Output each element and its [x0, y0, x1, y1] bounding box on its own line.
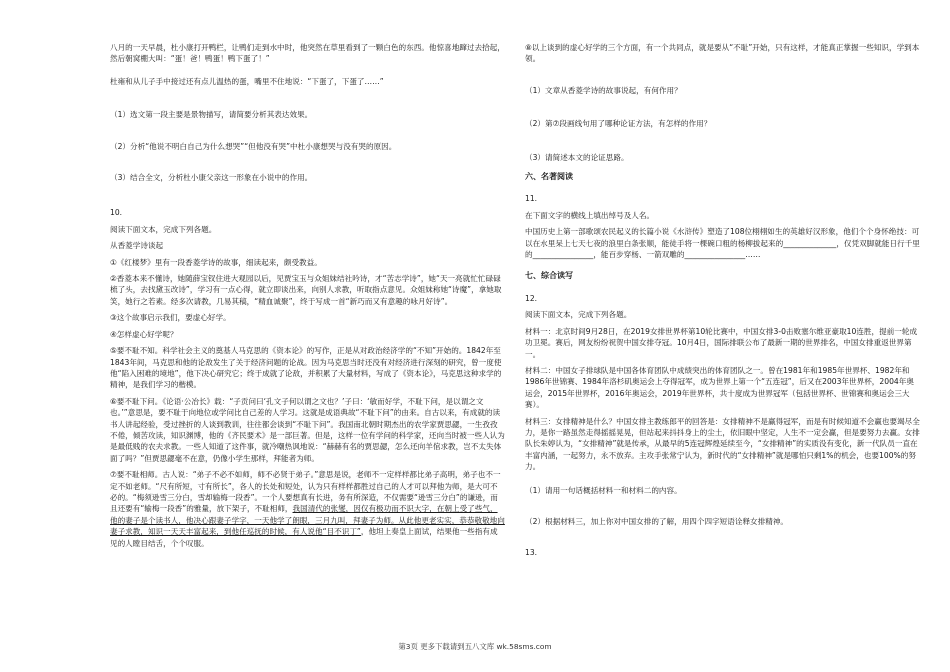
right-column: [525, 42, 920, 559]
answer-blank-1[interactable]: ______________: [783, 238, 837, 248]
question-11-text: [525, 226, 920, 260]
question-10-2: （2）第⑦段画线句用了哪种论证方法，有怎样的作用？: [525, 119, 712, 129]
question-11-intro: 在下面文字的横线上填出绰号及人名。: [525, 210, 655, 220]
question-9-3: （3）结合全文，分析杜小康父亲这一形象在小说中的作用。: [110, 173, 313, 183]
answer-blank-2[interactable]: ________________: [532, 250, 594, 260]
article-paragraph-6: ⑥要不耻下问。《论语·公冶长》载：“子贡问曰‘孔文子何以谓之文也？’子曰：‘敏而好学，不耻下问，是以谓之文也。’”意思是，要不耻于向地位或学问比自己差的人学习。这就是成语典故“不耻下问”的由来。自古以来，有成就的读书人讲起经验，受过挫折的人谈到教训，往往都会谈到“不耻下问”。我国南北朝时期杰出的农学家贾思勰，一生孜孜不倦，倾苦攻读，知识渊博，他的《齐民要术》是一部巨著。但是，这样一位有学问的科学家，还向当时被一些人认为是最低贱的农夫求教。一些人知道了这件事，就冷嘲热讽地说：“赫赫有名的贾思勰，怎么还向羊倌求教，岂不太失体面了吗？”但贾思勰毫不在意，仍像小学生那样，拜能者为师。: [110, 396, 505, 463]
underlined-sentence: 我国清代的张燮，因仅有极功而不识大字，在朝上受了些气，他的妻子是个读书人，他决心跟妻子学字，一天他学了朗眼，三月九叫，拜妻子为师。从此他更老实实，恭恭敬敬地向妻子求教，知识一天天丰富起来，到他任巡抚的时候，有人说他“目不识丁”: [110, 504, 505, 537]
article-paragraph-8: ⑧以上谈到的虚心好学的三个方面，有一个共同点，就是要从“不耻”开始，只有这样，才能真正掌握一些知识，学到本领。: [525, 43, 920, 64]
article-paragraph-4: ④怎样虚心好学呢？: [110, 329, 178, 339]
answer-blank-3[interactable]: ________________: [684, 250, 746, 260]
section-7-heading: 七、综合读写: [525, 271, 573, 281]
question-number-13: 13.: [525, 548, 538, 558]
question-10-1: （1）文章从香菱学诗的故事说起，有何作用？: [525, 85, 682, 95]
question-number-10: 10.: [110, 208, 123, 218]
question-10-3: （3）请简述本文的论证思路。: [525, 152, 629, 162]
article-paragraph-2: ②香菱本来不懂诗，她随薛宝钗住进大观园以后，见贾宝玉与众姐妹结社吟诗，才“苦志学诗”，她“天一亮就忙忙碌碌梳了头，去找黛玉改诗”，学习有一点心得，就立即谈出来，向别人求教，听取指点意见。众姐妹称她“诗魔”，拿她取笑，她行之若素。经多次请教，几易其稿，“精血诚聚”，终于写成一首“新巧而又有意趣的咏月好诗”。: [110, 274, 502, 306]
left-column: [110, 42, 505, 549]
material-3: 材料三：女排精神是什么？中国女排主教练郎平的回答是：女排精神不是赢得冠军，而是有时候知道不会赢也要竭尽全力，是你一路虽然走得摇摇晃晃，但站起来抖抖身上的尘土，依旧眼中坚定，人生不一定会赢，但是要努力去赢。女排队长朱婷认为，“女排精神”就是传承，从最早的5连冠辉煌延续至今，“女排精神”的实质没有变化，新一代队员一直在丰富内涵，一起努力，永不放弃。主攻手张常宁认为，新时代的“女排精神”就是哪怕只剩1%的机会，也要100%的努力。: [525, 416, 920, 472]
question-10-intro: 阅读下面文本，完成下列各题。: [110, 224, 217, 234]
question-11-text-b: ，仅凭双脚就能日行千里的: [525, 238, 920, 260]
article-paragraph-7: [110, 469, 505, 549]
question-11-text-c: ，能百步穿杨、一箭双雕的: [593, 250, 685, 260]
question-11-text-d: ……: [745, 250, 761, 260]
passage-paragraph-2: 杜雍和从儿子手中接过还有点儿温热的蛋，嘴里不住地说：“下蛋了，下蛋了……”: [110, 76, 384, 86]
question-number-11: 11.: [525, 194, 538, 204]
article-paragraph-1: ①《红楼梦》里有一段香菱学诗的故事，细读起来，颇受教益。: [110, 257, 322, 267]
article-paragraph-5: ⑤要不耻不知。科学社会主义的奠基人马克思的《资本论》的写作，正是从对政治经济学的“不知”开始的。1842年至1843年间，马克思和他的论敌发生了关于经济问题的论战。因为马克思当时还没有对经济进行深刻的研究，曾一度使他“陷入困难的境地”，他下决心研究它；终于成就了论敌，并积累了大量材料，写成了《资本论》，马克思这种求学的精神，是我们学习的楷模。: [110, 346, 502, 390]
page-footer: 第3页 更多下载请到五八文库 wk.58sms.com: [398, 642, 552, 651]
question-9-2: （2）分析“他说不明白自己为什么想哭”“但他没有哭”中杜小康想哭与没有哭的原因。: [110, 141, 397, 151]
material-1: 材料一：北京时间9月28日，在2019女排世界杯第10轮比赛中，中国女排3-0击败塞尔维亚豪取10连胜，提前一轮成功卫冕。赛后，网友纷纷祝贺中国女排夺冠。10月4日，国际排联公布了最新一期的世界排名，中国女排重返世界第一。: [525, 326, 918, 359]
passage-paragraph-1: 八月的一天早晨，杜小康打开鸭栏，让鸭们走到水中时，他突然在草里看到了一颗白色的东西。他惊喜地蹿过去拾起，然后朝窝棚大叫：“蛋！爸！鸭蛋！鸭下蛋了！”: [110, 43, 505, 64]
paragraph-7-tail: ，他坦上奏皇上面试，结果他一些指有成见的人瞠目结舌，个个叹服。: [110, 527, 498, 548]
article-title: 从香菱学诗谈起: [110, 241, 164, 251]
question-number-12: 12.: [525, 293, 538, 303]
question-12-2: （2）根据材料三，加上你对中国女排的了解，用四个四字短语诠释女排精神。: [525, 516, 789, 526]
section-6-heading: 六、名著阅读: [525, 172, 573, 182]
material-2: 材料二：中国女子排球队是中国各体育团队中成绩突出的体育团队之一。曾在1981年和1985年世界杯、1982年和1986年世锦赛、1984年洛杉矶奥运会上夺得冠军，成为世界上第一个“五连冠”，后又在2003年世界杯，2004年奥运会，2015年世界杯，2016年奥运会，2019年世界杯，共十度成为世界冠军（包括世界杯、世锦赛和奥运会三大赛）。: [525, 365, 914, 410]
question-12-intro: 阅读下面文本，完成下列各题。: [525, 310, 632, 320]
question-12-1: （1）请用一句话概括材料一和材料二的内容。: [525, 485, 682, 495]
question-11-text-a: 中国历史上第一部歌颂农民起义的长篇小说《水浒传》塑造了108位栩栩如生的英雄好汉形象，他们个个身怀绝技：可以在水里呆上七天七夜的浪里白条张顺，能徒手将一棵碗口粗的杨柳拔起来的: [525, 227, 920, 248]
paragraph-7-text: ⑦要不耻相师。古人说：“弟子不必不如师，师不必贤于弟子。”意思是说，老师不一定样样都比弟子高明，弟子也不一定不如老师。“尺有所短，寸有所长”，各人的长处和短处，认为只有样样都胜过自己的人才可以拜他为师，是大可不必的。“梅须逊雪三分白，雪却输梅一段香”。一个人要想真有长进，务有所深造，不仅需要“逊雪三分白”的谦逊，而且还要有“输梅一段香”的雅量，放下架子，不耻相师，: [110, 470, 501, 514]
question-9-1: （1）选文第一段主要是景物描写，请简要分析其表达效果。: [110, 110, 313, 120]
article-paragraph-3: ③这个故事启示我们，要虚心好学。: [110, 313, 231, 323]
